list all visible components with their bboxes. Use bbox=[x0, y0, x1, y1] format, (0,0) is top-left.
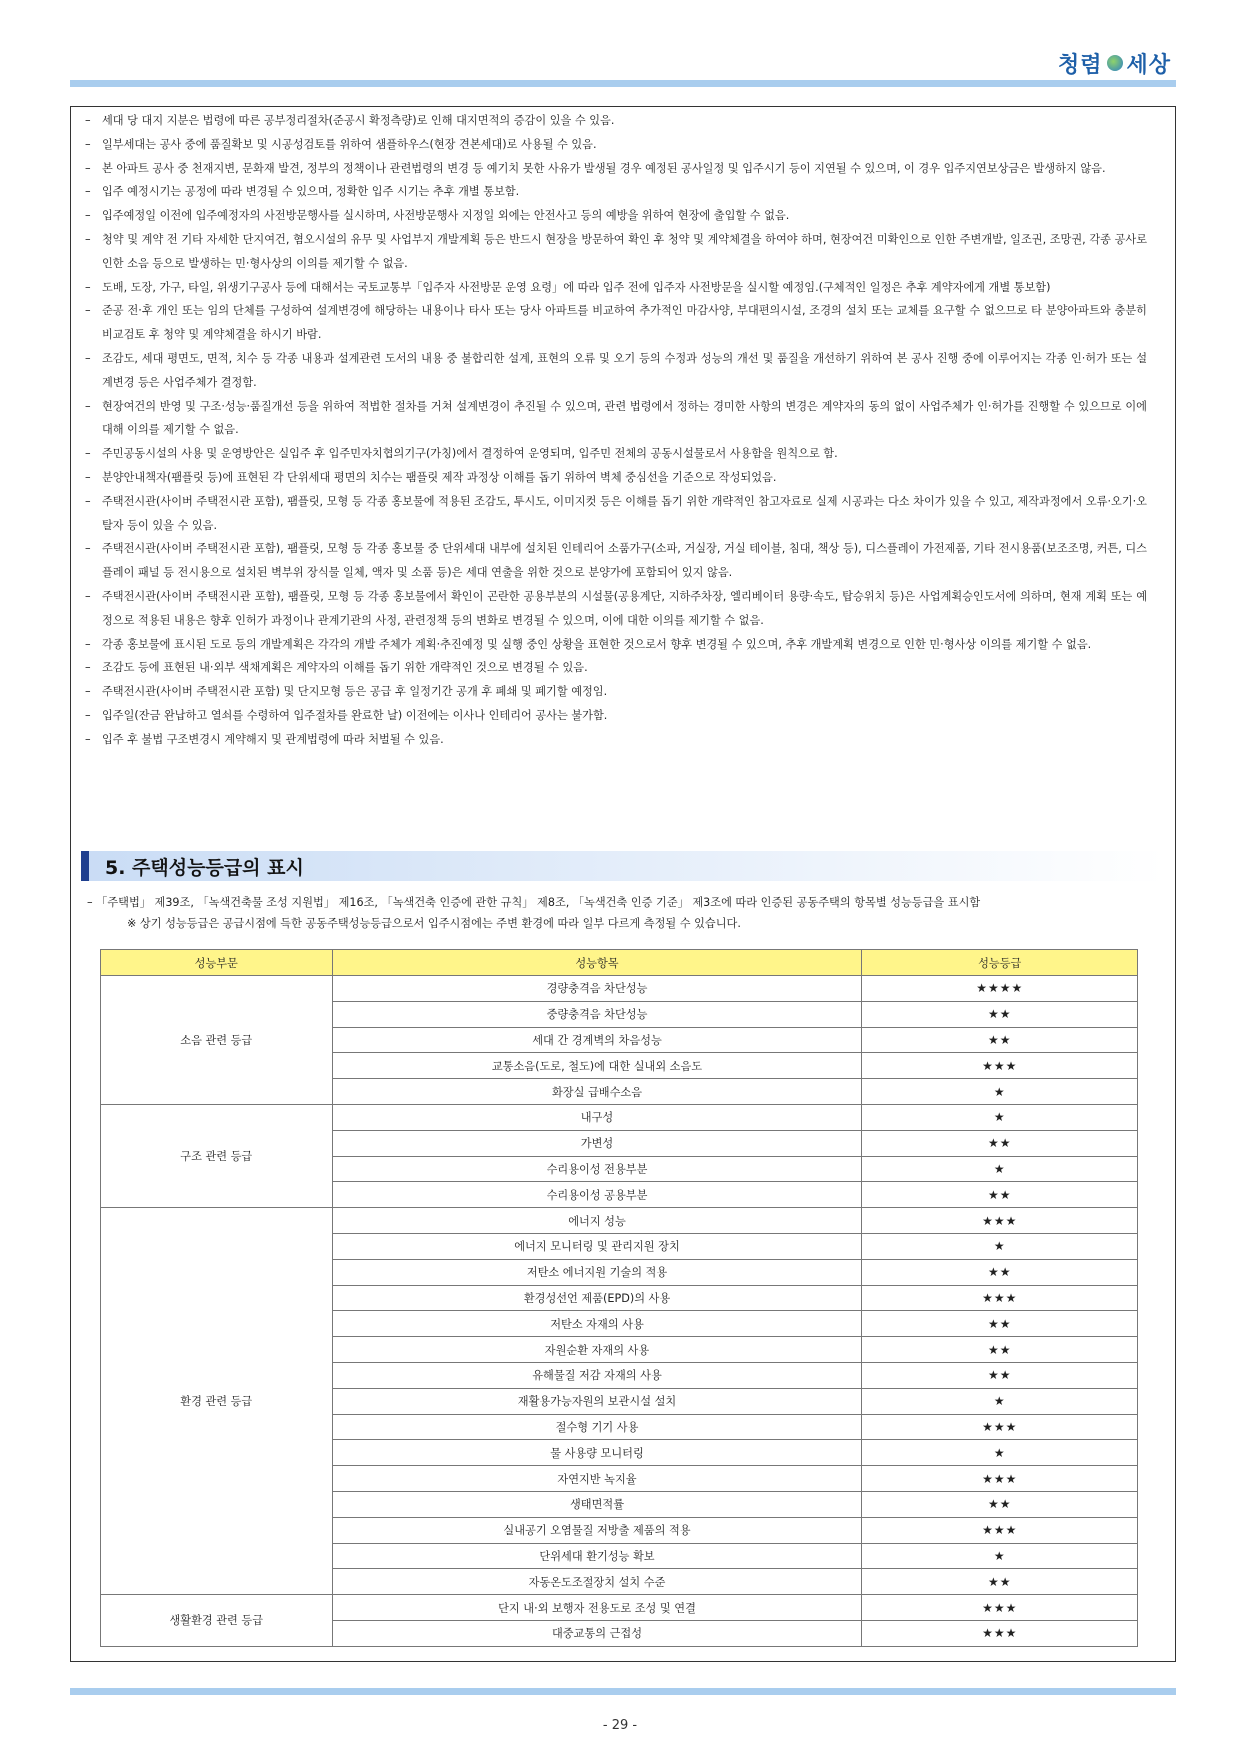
bullet-dash: – bbox=[85, 494, 91, 508]
notice-item: – 입주 예정시기는 공정에 따라 변경될 수 있으며, 정확한 입주 시기는 추후 개별 통보함. bbox=[85, 180, 1147, 204]
category-cell: 소음 관련 등급 bbox=[101, 976, 333, 1105]
table-row bbox=[101, 1208, 1138, 1234]
bullet-dash: – bbox=[85, 685, 91, 699]
logo-text-right: 세상 bbox=[1126, 52, 1172, 78]
grade-cell: ★ bbox=[862, 1233, 1138, 1259]
notice-item: – 입주예정일 이전에 입주예정자의 사전방문행사를 실시하며, 사전방문행사 지정일 외에는 안전사고 등의 예방을 위하여 현장에 출입할 수 없음. bbox=[85, 204, 1147, 228]
notice-item: – 각종 홍보물에 표시된 도로 등의 개발계획은 각각의 개발 주체가 계획·추진예정 및 실행 중인 상황을 표현한 것으로서 향후 변경될 수 있으며, 추후 개발계획 변경으로 인한 민·형사상 이의를 제기할 수 없음. bbox=[85, 633, 1147, 657]
grade-cell: ★★ bbox=[862, 1362, 1138, 1388]
notice-item: – 분양안내책자(팸플릿 등)에 표현된 각 단위세대 평면의 치수는 팸플릿 제작 과정상 이해를 돕기 위하여 벽체 중심선을 기준으로 작성되었음. bbox=[85, 466, 1147, 490]
notice-item: – 주민공동시설의 사용 및 운영방안은 실입주 후 입주민자치협의기구(가칭)에서 결정하여 운영되며, 입주민 전체의 공동시설물로서 사용함을 원칙으로 함. bbox=[85, 442, 1147, 466]
item-cell: 자연지반 녹지율 bbox=[332, 1466, 862, 1492]
clean-world-logo bbox=[1058, 46, 1178, 80]
item-cell: 대중교통의 근접성 bbox=[332, 1620, 862, 1646]
globe-icon bbox=[1107, 55, 1123, 71]
grade-cell: ★ bbox=[862, 1156, 1138, 1182]
table-row bbox=[101, 976, 1138, 1002]
section-heading bbox=[81, 851, 1165, 881]
grade-cell: ★★ bbox=[862, 1311, 1138, 1337]
bullet-dash: – bbox=[85, 137, 91, 151]
bullet-dash: – bbox=[85, 351, 91, 365]
category-cell: 구조 관련 등급 bbox=[101, 1104, 333, 1207]
grade-cell: ★★★ bbox=[862, 1466, 1138, 1492]
item-cell: 에너지 성능 bbox=[332, 1208, 862, 1234]
item-cell: 유해물질 저감 자재의 사용 bbox=[332, 1362, 862, 1388]
category-cell: 환경 관련 등급 bbox=[101, 1208, 333, 1595]
table-row bbox=[101, 1595, 1138, 1621]
page-number: - 29 - bbox=[602, 1718, 638, 1733]
bullet-dash: – bbox=[85, 732, 91, 746]
notice-frame bbox=[70, 106, 1176, 1662]
item-cell: 재활용가능자원의 보관시설 설치 bbox=[332, 1388, 862, 1414]
bullet-dash: – bbox=[85, 447, 91, 461]
item-cell: 단지 내·외 보행자 전용도로 조성 및 연결 bbox=[332, 1595, 862, 1621]
bullet-dash: – bbox=[85, 661, 91, 675]
item-cell: 물 사용량 모니터링 bbox=[332, 1440, 862, 1466]
grade-cell: ★★ bbox=[862, 1027, 1138, 1053]
grade-cell: ★★★ bbox=[862, 1285, 1138, 1311]
performance-grade-table bbox=[100, 949, 1138, 1647]
table-row bbox=[101, 1104, 1138, 1130]
bullet-dash: – bbox=[85, 399, 91, 413]
item-cell: 화장실 급배수소음 bbox=[332, 1079, 862, 1105]
item-cell: 실내공기 오염물질 저방출 제품의 적용 bbox=[332, 1517, 862, 1543]
grade-cell: ★★★★ bbox=[862, 976, 1138, 1002]
notice-item: – 조감도 등에 표현된 내·외부 색채계획은 계약자의 이해를 돕기 위한 개략적인 것으로 변경될 수 있음. bbox=[85, 656, 1147, 680]
grade-cell: ★★★ bbox=[862, 1620, 1138, 1646]
bullet-dash: – bbox=[85, 637, 91, 651]
section-intro bbox=[87, 892, 1167, 934]
item-cell: 가변성 bbox=[332, 1130, 862, 1156]
grade-cell: ★★★ bbox=[862, 1517, 1138, 1543]
item-cell: 자동온도조절장치 설치 수준 bbox=[332, 1569, 862, 1595]
notice-item: – 세대 당 대지 지분은 법령에 따른 공부정리절차(준공시 확정측량)로 인해 대지면적의 증감이 있을 수 있음. bbox=[85, 109, 1147, 133]
item-cell: 수리용이성 전용부분 bbox=[332, 1156, 862, 1182]
item-cell: 자원순환 자재의 사용 bbox=[332, 1337, 862, 1363]
notice-item: – 본 아파트 공사 중 천재지변, 문화재 발견, 정부의 정책이나 관련법령의 변경 등 예기치 못한 사유가 발생될 경우 예정된 공사일정 및 입주시기 등이 지연될 수 있으며, 이 경우 입주지연보상금은 발생하지 않음. bbox=[85, 157, 1147, 181]
bullet-dash: – bbox=[85, 304, 91, 318]
bullet-dash: – bbox=[85, 114, 91, 127]
notice-item: – 입주일(잔금 완납하고 열쇠를 수령하여 입주절차를 완료한 날) 이전에는 이사나 인테리어 공사는 불가함. bbox=[85, 704, 1147, 728]
item-cell: 수리용이성 공용부분 bbox=[332, 1182, 862, 1208]
table-header-row bbox=[101, 950, 1138, 976]
bullet-dash: – bbox=[85, 232, 91, 246]
grade-cell: ★★ bbox=[862, 1259, 1138, 1285]
bullet-dash: – bbox=[85, 185, 91, 199]
item-cell: 단위세대 환기성능 확보 bbox=[332, 1543, 862, 1569]
grade-cell: ★★ bbox=[862, 1130, 1138, 1156]
grade-cell: ★★★ bbox=[862, 1208, 1138, 1234]
intro-line: – 「주택법」 제39조, 「녹색건축물 조성 지원법」 제16조, 「녹색건축 인증에 관한 규칙」 제8조, 「녹색건축 인증 기준」 제3조에 따라 인증된 공동주택의 항목별 성능등급을 표시함 bbox=[87, 896, 981, 909]
grade-cell: ★★ bbox=[862, 1491, 1138, 1517]
grade-cell: ★★ bbox=[862, 1182, 1138, 1208]
grade-cell: ★ bbox=[862, 1440, 1138, 1466]
grade-cell: ★★ bbox=[862, 1001, 1138, 1027]
bullet-dash: – bbox=[85, 209, 91, 223]
footer-rule bbox=[70, 1688, 1176, 1695]
grade-cell: ★★ bbox=[862, 1337, 1138, 1363]
bullet-dash: – bbox=[85, 470, 91, 484]
item-cell: 교통소음(도로, 철도)에 대한 실내외 소음도 bbox=[332, 1053, 862, 1079]
notice-item: – 도배, 도장, 가구, 타일, 위생기구공사 등에 대해서는 국토교통부「입주자 사전방문 운영 요령」에 따라 입주 전에 입주자 사전방문을 실시할 예정임.(구체적인 일정은 추후 계약자에게 개별 통보함) bbox=[85, 276, 1147, 300]
notice-list bbox=[85, 109, 1147, 752]
logo-text-left: 청렴 bbox=[1058, 52, 1103, 78]
item-cell: 세대 간 경계벽의 차음성능 bbox=[332, 1027, 862, 1053]
category-cell: 생활환경 관련 등급 bbox=[101, 1595, 333, 1647]
notice-item: – 입주 후 불법 구조변경시 계약해지 및 관계법령에 따라 처벌될 수 있음. bbox=[85, 728, 1147, 752]
item-cell: 저탄소 자재의 사용 bbox=[332, 1311, 862, 1337]
item-cell: 절수형 기기 사용 bbox=[332, 1414, 862, 1440]
bullet-dash: – bbox=[85, 161, 91, 175]
header-rule bbox=[70, 80, 1176, 87]
section-title: 5. 주택성능등급의 표시 bbox=[105, 856, 304, 879]
notice-item: – 주택전시관(사이버 주택전시관 포함), 팸플릿, 모형 등 각종 홍보물 중 단위세대 내부에 설치된 인테리어 소품가구(소파, 거실장, 거실 테이블, 침대, 책상 등), 디스플레이 가전제품, 기타 전시용품(보조조명, 커튼, 디스플레이 패널 등 전시용으로 설치된 벽부위 장식물 일체, 액자 및 소품 등)은 세대 연출을 위한 것으로 분양가에 포함되어 있지 않음. bbox=[85, 537, 1147, 585]
notice-item: – 일부세대는 공사 중에 품질확보 및 시공성검토를 위하여 샘플하우스(현장 견본세대)로 사용될 수 있음. bbox=[85, 133, 1147, 157]
notice-item: – 준공 전·후 개인 또는 임의 단체를 구성하여 설계변경에 해당하는 내용이나 타사 또는 당사 아파트를 비교하여 추가적인 마감사양, 부대편의시설, 조경의 설치 또는 교체를 요구할 수 없으므로 타 분양아파트와 충분히 비교검토 후 청약 및 계약체결을 하시기 바람. bbox=[85, 299, 1147, 347]
section-marker bbox=[81, 851, 89, 881]
bullet-dash: – bbox=[85, 542, 91, 556]
header-item: 성능항목 bbox=[332, 950, 862, 976]
bullet-dash: – bbox=[85, 708, 91, 722]
header-grade: 성능등급 bbox=[862, 950, 1138, 976]
grade-cell: ★ bbox=[862, 1104, 1138, 1130]
notice-item: – 청약 및 계약 전 기타 자세한 단지여건, 혐오시설의 유무 및 사업부지 개발계획 등은 반드시 현장을 방문하여 확인 후 청약 및 계약체결을 하여야 하며, 현장여건 미확인으로 인한 주변개발, 일조권, 조망권, 각종 공사로 인한 소음 등으로 발생하는 민·형사상의 이의를 제기할 수 없음. bbox=[85, 228, 1147, 276]
notice-item: – 주택전시관(사이버 주택전시관 포함) 및 단지모형 등은 공급 후 일정기간 공개 후 폐쇄 및 폐기할 예정임. bbox=[85, 680, 1147, 704]
notice-item: – 현장여건의 반영 및 구조·성능·품질개선 등을 위하여 적법한 절차를 거쳐 설계변경이 추진될 수 있으며, 관련 법령에서 정하는 경미한 사항의 변경은 계약자의 동의 없이 사업주체가 인·허가를 진행할 수 있으므로 이에 대해 이의를 제기할 수 없음. bbox=[85, 395, 1147, 443]
bullet-dash: – bbox=[85, 589, 91, 603]
intro-note: ※ 상기 성능등급은 공급시점에 득한 공동주택성능등급으로서 입주시점에는 주변 환경에 따라 일부 다르게 측정될 수 있습니다. bbox=[127, 917, 741, 930]
grade-cell: ★ bbox=[862, 1543, 1138, 1569]
grade-cell: ★★★ bbox=[862, 1053, 1138, 1079]
notice-item: – 조감도, 세대 평면도, 면적, 치수 등 각종 내용과 설계관련 도서의 내용 중 불합리한 설계, 표현의 오류 및 오기 등의 수정과 성능의 개선 및 품질을 개선하기 위하여 본 공사 진행 중에 이루어지는 각종 인·허가 또는 설계변경 등은 사업주체가 결정함. bbox=[85, 347, 1147, 395]
item-cell: 중량충격음 차단성능 bbox=[332, 1001, 862, 1027]
header-category: 성능부문 bbox=[101, 950, 333, 976]
item-cell: 내구성 bbox=[332, 1104, 862, 1130]
bullet-dash: – bbox=[85, 280, 91, 294]
item-cell: 환경성선언 제품(EPD)의 사용 bbox=[332, 1285, 862, 1311]
item-cell: 경량충격음 차단성능 bbox=[332, 976, 862, 1002]
grade-cell: ★★★ bbox=[862, 1414, 1138, 1440]
grade-cell: ★★ bbox=[862, 1569, 1138, 1595]
grade-cell: ★ bbox=[862, 1388, 1138, 1414]
notice-item: – 주택전시관(사이버 주택전시관 포함), 팸플릿, 모형 등 각종 홍보물에 적용된 조감도, 투시도, 이미지컷 등은 이해를 돕기 위한 개략적인 참고자료로 실제 시공과는 다소 차이가 있을 수 있고, 제작과정에서 오류·오기·오탈자 등이 있을 수 있음. bbox=[85, 490, 1147, 538]
item-cell: 저탄소 에너지원 기술의 적용 bbox=[332, 1259, 862, 1285]
item-cell: 에너지 모니터링 및 관리지원 장치 bbox=[332, 1233, 862, 1259]
grade-cell: ★★★ bbox=[862, 1595, 1138, 1621]
grade-cell: ★ bbox=[862, 1079, 1138, 1105]
item-cell: 생태면적률 bbox=[332, 1491, 862, 1517]
notice-item: – 주택전시관(사이버 주택전시관 포함), 팸플릿, 모형 등 각종 홍보물에서 확인이 곤란한 공용부분의 시설물(공용계단, 지하주차장, 엘리베이터 용량·속도, 탑승위치 등)은 사업계획승인도서에 의하며, 현재 계획 또는 예정으로 적용된 내용은 향후 인허가 과정이나 관계기관의 사정, 관련정책 등의 변화로 변경될 수 있으며, 이에 대한 이의를 제기할 수 없음. bbox=[85, 585, 1147, 633]
